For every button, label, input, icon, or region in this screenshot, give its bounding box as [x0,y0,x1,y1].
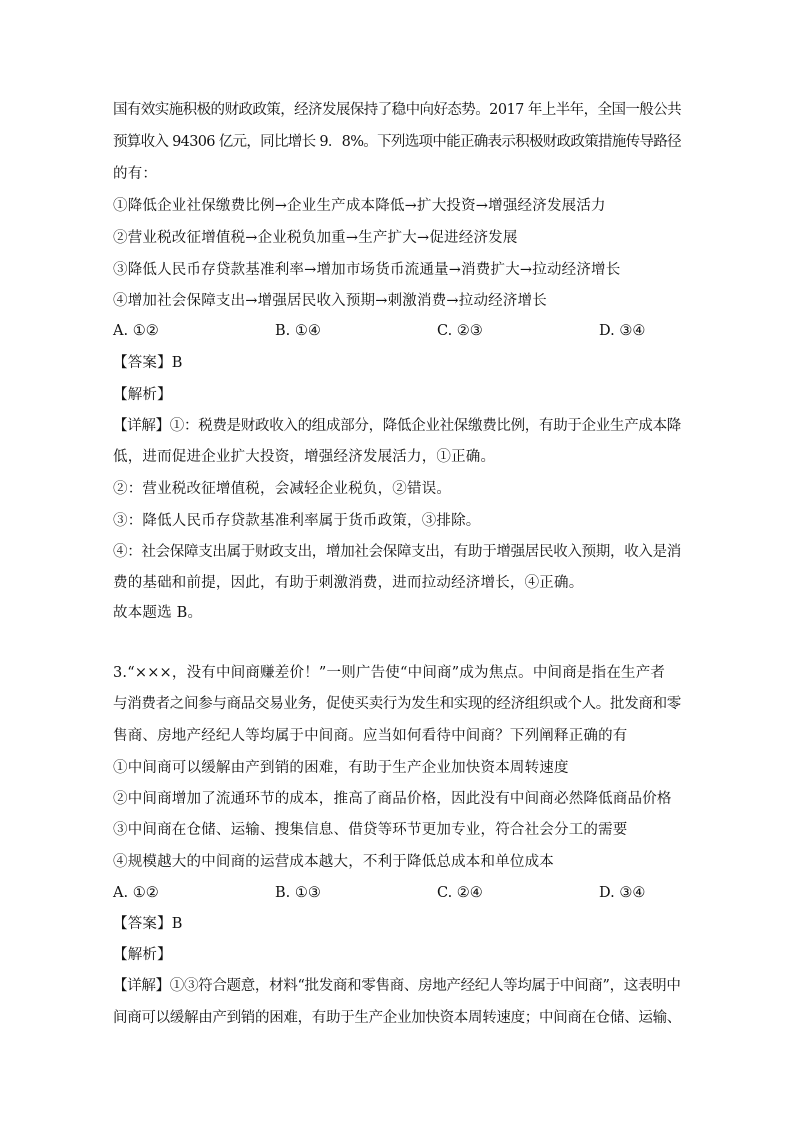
q3-analysis-title: 【解析】 [113,947,172,963]
q2-option-c: C. ②③ [437,323,483,339]
q3-item-3: ③中间商在仓储、运输、搜集信息、借贷等环节更加专业，符合社会分工的需要 [113,822,628,838]
q3-item-1: ①中间商可以缓解由产到销的困难，有助于生产企业加快资本周转速度 [113,760,569,776]
q2-item-4: ④增加社会保障支出→增强居民收入预期→刺激消费→拉动经济增长 [113,293,547,309]
q2-analysis-line-6: 费的基础和前提，因此，有助于刺激消费，进而拉动经济增长，④正确。 [113,575,584,591]
q3-item-4: ④规模越大的中间商的运营成本越大，不利于降低总成本和单位成本 [113,854,554,870]
q3-stem-line-3: 售商、房地产经纪人等均属于中间商。应当如何看待中间商？下列阐释正确的有 [113,728,628,744]
q3-stem-line-2: 与消费者之间参与商品交易业务，促使买卖行为发生和实现的经济组织或个人。批发商和零 [113,696,681,712]
q2-item-1: ①降低企业社保缴费比例→企业生产成本降低→扩大投资→增强经济发展活力 [113,198,606,214]
q3-option-d: D. ③④ [599,885,646,901]
q3-option-a: A. ①② [113,885,159,901]
q2-option-b: B. ①④ [275,323,321,339]
q2-option-d: D. ③④ [599,323,646,339]
q2-answer: 【答案】B [113,355,183,371]
q2-analysis-line-4: ③：降低人民币存贷款基准利率属于货币政策，③排除。 [113,513,481,529]
q2-item-3: ③降低人民币存贷款基准利率→增加市场货币流通量→消费扩大→拉动经济增长 [113,262,621,278]
q3-answer: 【答案】B [113,916,183,932]
q3-analysis-line-2: 间商可以缓解由产到销的困难，有助于生产企业加快资本周转速度；中间商在仓储、运输、 [113,1010,681,1026]
q2-stem-line-1: 国有效实施积极的财政政策，经济发展保持了稳中向好态势。2017 年上半年，全国一般公共 [113,102,682,118]
q2-analysis-line-2: 低，进而促进企业扩大投资，增强经济发展活力，①正确。 [113,449,496,465]
q2-analysis-line-3: ②：营业税改征增值税，会减轻企业税负，②错误。 [113,481,452,497]
q3-analysis-line-1: 【详解】①③符合题意，材料“批发商和零售商、房地产经纪人等均属于中间商”，这表明中 [113,978,681,994]
q3-option-c: C. ②④ [437,885,483,901]
q2-stem-line-2: 预算收入 94306 亿元，同比增长 9．8%。下列选项中能正确表示积极财政政策措施传导路径 [113,134,681,150]
q2-stem-line-3: 的有： [113,166,158,182]
q3-item-2: ②中间商增加了流通环节的成本，推高了商品价格，因此没有中间商必然降低商品价格 [113,791,672,807]
q3-stem-line-1: 3.“×××，没有中间商赚差价！”一则广告使“中间商”成为焦点。中间商是指在生产者 [113,665,666,681]
q2-option-a: A. ①② [113,323,159,339]
q2-analysis-title: 【解析】 [113,387,172,403]
q2-analysis-line-1: 【详解】①：税费是财政收入的组成部分，降低企业社保缴费比例，有助于企业生产成本降 [113,418,681,434]
q3-option-b: B. ①③ [275,885,321,901]
q2-analysis-line-7: 故本题选 B。 [113,605,203,621]
q2-item-2: ②营业税改征增值税→企业税负加重→生产扩大→促进经济发展 [113,230,518,246]
q2-analysis-line-5: ④：社会保障支出属于财政支出，增加社会保障支出，有助于增强居民收入预期，收入是消 [113,544,681,560]
